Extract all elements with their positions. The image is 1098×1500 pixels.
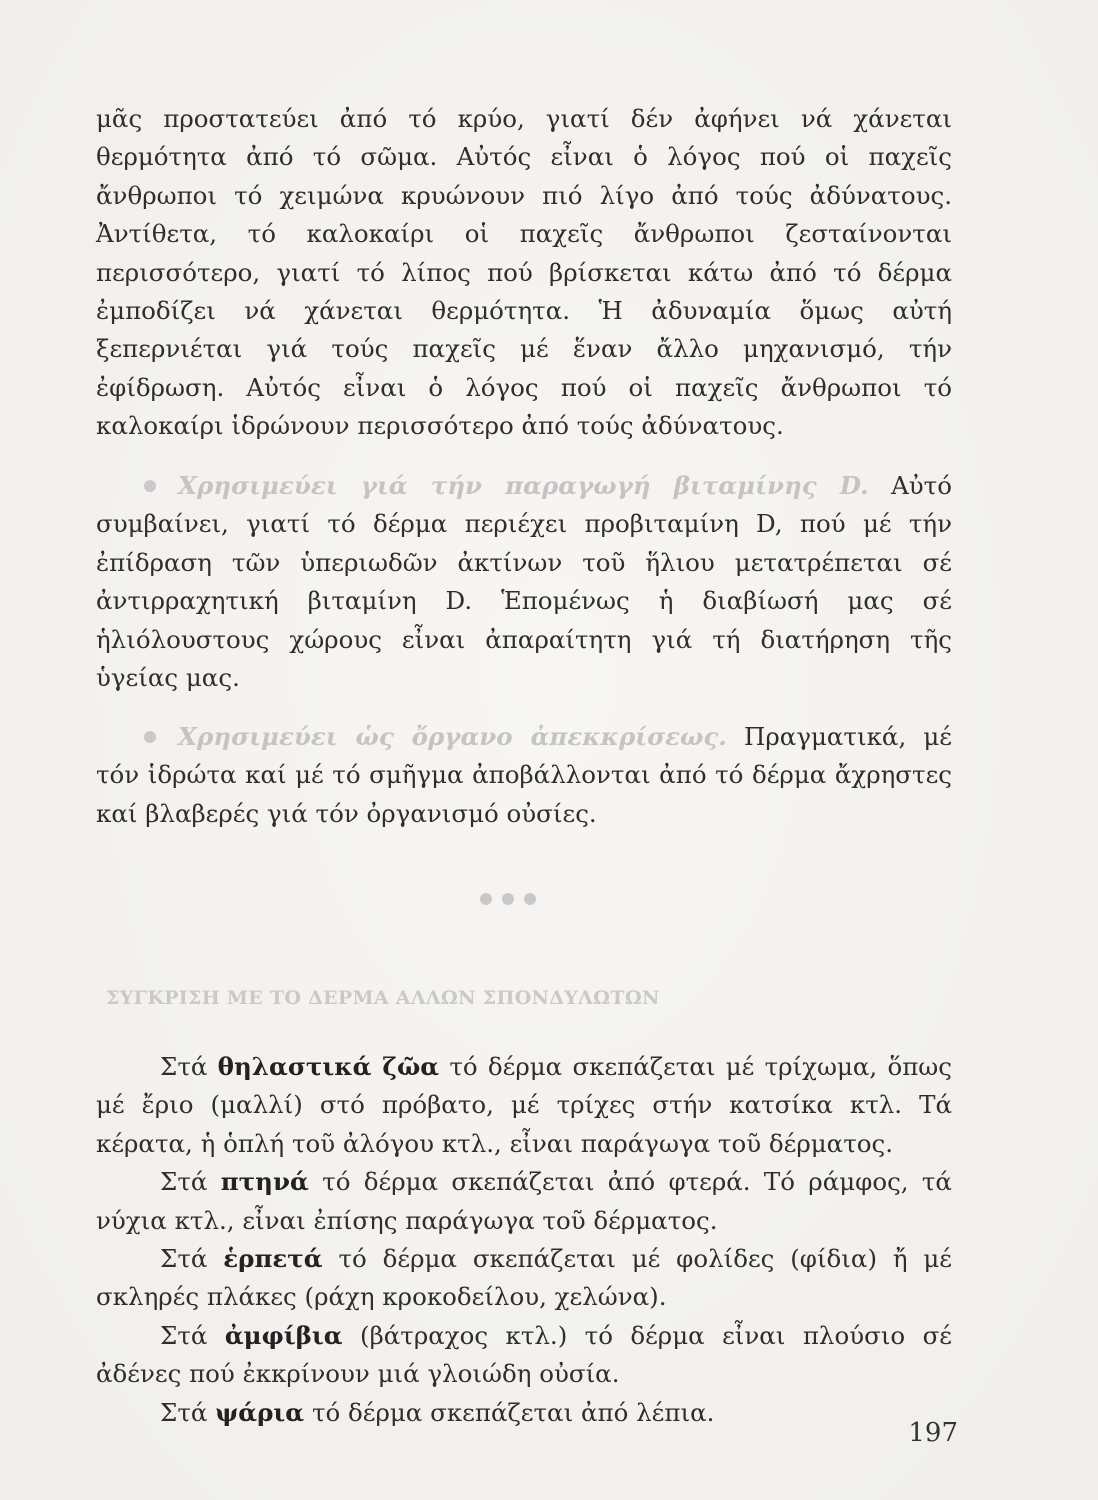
bullet-icon bbox=[144, 480, 156, 492]
term: ἀμφίβια bbox=[224, 1320, 343, 1350]
comparison-reptiles: Στά ἑρπετά τό δέρμα σκεπάζεται μέ φολίδες (φίδια) ἤ μέ σκληρές πλάκες (ράχη κροκοδείλου, χελώνα). bbox=[96, 1244, 953, 1312]
bullet-excretion bbox=[96, 718, 952, 833]
bullet-heading: Χρησιμεύει ὡς ὄργανο ἀπεκκρίσεως. bbox=[178, 722, 727, 751]
section-separator bbox=[480, 893, 560, 913]
separator-dot-icon bbox=[502, 893, 514, 905]
term: πτηνά bbox=[220, 1167, 309, 1197]
bullet-text: Αὐτό συμβαίνει, γιατί τό δέρμα περιέχει προβιταμίνη D, πού μέ τήν ἐπίδραση τῶν ὑπεριωδῶν ἀκτίνων τοῦ ἥλιου μετατρέπεται σέ ἀντιρραχητική βιταμίνη D. Ἑπομένως ἡ διαβίωσή μας σέ ἡλιόλουστους χώρους εἶναι ἀπαραίτητη γιά τή διατήρηση τῆς ὑγείας μας. bbox=[96, 471, 952, 693]
paragraph-insulation: μᾶς προστατεύει ἀπό τό κρύο, γιατί δέν ἀφήνει νά χάνεται θερμότητα ἀπό τό σῶμα. Αὐτός εἶναι ὁ λόγος πού οἱ παχεῖς ἄνθρωποι τό χειμώνα κρυώνουν πιό λίγο ἀπό τούς ἀδύνατους. Ἀντίθετα, τό καλοκαίρι οἱ παχεῖς ἄνθρωποι ζεσταίνονται περισσότερο, γιατί τό λίπος πού βρίσκεται κάτω ἀπό τό δέρμα ἐμποδίζει νά χάνεται θερμότητα. Ἡ ἀδυναμία ὅμως αὐτή ξεπερνιέται γιά τούς παχεῖς μέ ἕναν ἄλλο μηχανισμό, τήν ἐφίδρωση. Αὐτός εἶναι ὁ λόγος πού οἱ παχεῖς ἄνθρωποι τό καλοκαίρι ἱδρώνουν περισσότερο ἀπό τούς ἀδύνατους. bbox=[96, 104, 952, 441]
section-title: ΣΥΓΚΡΙΣΗ ΜΕ ΤΟ ΔΕΡΜΑ ΑΛΛΩΝ ΣΠΟΝΔΥΛΩΤΩΝ bbox=[106, 987, 660, 1009]
term: ἑρπετά bbox=[223, 1244, 323, 1274]
term: ψάρια bbox=[215, 1397, 305, 1427]
bullet-text: Πραγματικά, μέ τόν ἱδρώτα καί μέ τό σμῆγμα ἀποβάλλονται ἀπό τό δέρμα ἄχρηστες καί βλαβερές γιά τόν ὀργανισμό οὐσίες. bbox=[96, 722, 952, 828]
comparison-amphibians: Στά ἀμφίβια (βάτραχος κτλ.) τό δέρμα εἶναι πλούσιο σέ ἀδένες πού ἐκκρίνουν μιά γλοιώδη οὐσία. bbox=[96, 1320, 952, 1389]
bullet-vitamin-d bbox=[96, 467, 952, 697]
separator-dot-icon bbox=[480, 893, 492, 905]
comparison-mammals: Στά θηλαστικά ζῶα τό δέρμα σκεπάζεται μέ τρίχωμα, ὅπως μέ ἔριο (μαλλί) στό πρόβατο, μέ τρίχες στήν κατσίκα κτλ. Τά κέρατα, ἡ ὁπλή τοῦ ἀλόγου κτλ., εἶναι παράγωγα τοῦ δέρματος. bbox=[96, 1052, 953, 1158]
comparison-fish: Στά ψάρια τό δέρμα σκεπάζεται ἀπό λέπια. bbox=[160, 1397, 715, 1427]
page-number: 197 bbox=[908, 1418, 958, 1448]
term: θηλαστικά ζῶα bbox=[217, 1052, 440, 1081]
comparison-birds: Στά πτηνά τό δέρμα σκεπάζεται ἀπό φτερά. Τό ράμφος, τά νύχια κτλ., εἶναι ἐπίσης παράγωγα τοῦ δέρματος. bbox=[96, 1167, 952, 1235]
separator-dot-icon bbox=[524, 893, 536, 905]
bullet-icon bbox=[144, 731, 156, 743]
comparison-list bbox=[96, 1048, 952, 1432]
bullet-heading: Χρησιμεύει γιά τήν παραγωγή βιταμίνης D. bbox=[178, 471, 869, 500]
